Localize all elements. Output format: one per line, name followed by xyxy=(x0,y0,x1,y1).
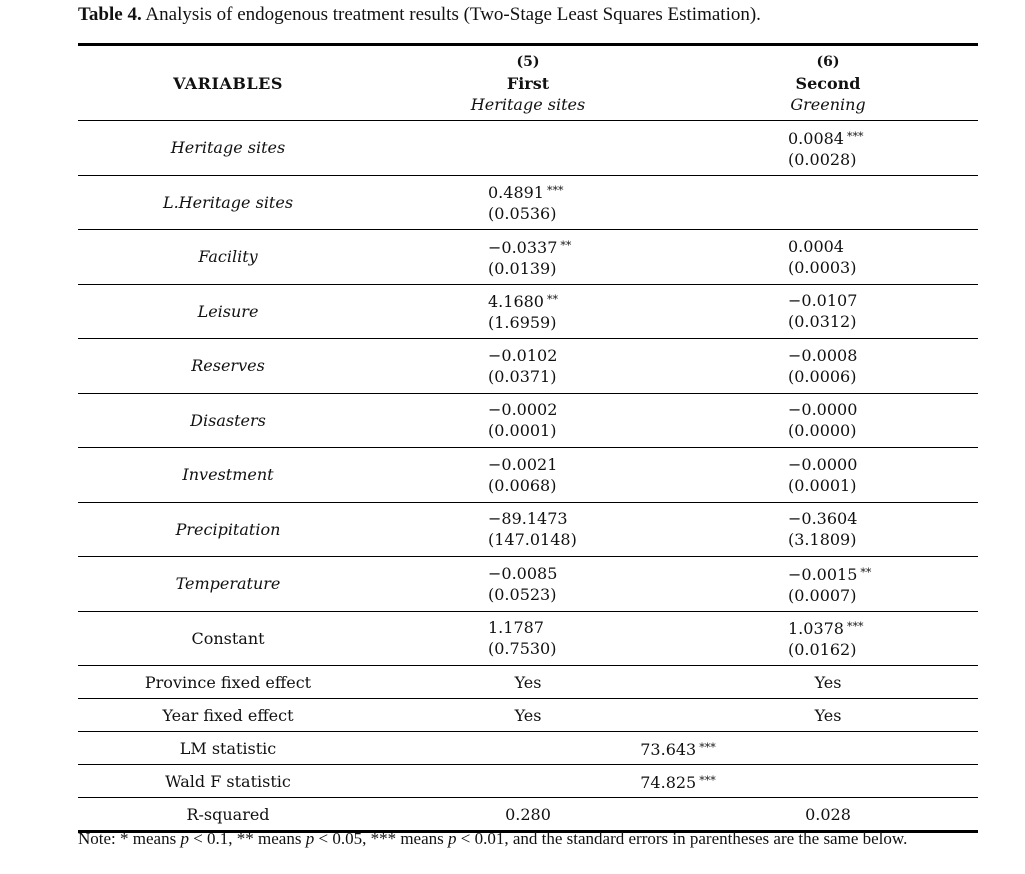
coefficient-cell-c5 xyxy=(488,448,668,502)
column-5-header xyxy=(378,46,678,120)
table-row xyxy=(78,503,978,557)
standard-error: (0.0139) xyxy=(488,258,557,278)
significance-stars: *** xyxy=(546,184,564,198)
coefficient-value: −89.1473 xyxy=(488,509,568,529)
fixed-effect-c6-cell xyxy=(678,699,978,731)
coefficient-line xyxy=(788,399,857,420)
coefficient-cell-c5 xyxy=(488,503,668,557)
coefficient-block xyxy=(788,454,857,496)
coefficient-line xyxy=(488,289,558,312)
statistic-value-line xyxy=(640,737,715,760)
table-row xyxy=(78,121,978,175)
table-caption xyxy=(78,4,761,26)
statistic-value: 74.825 xyxy=(640,772,697,792)
statistic-value-line xyxy=(640,770,715,793)
table-row xyxy=(78,557,978,611)
table-row xyxy=(78,394,978,448)
standard-error: (0.0371) xyxy=(488,366,557,386)
coefficient-value: 0.4891 xyxy=(488,183,544,203)
note-text-4: < 0.01, and the standard errors in parentheses are the same below. xyxy=(456,829,908,848)
fixed-effect-label: Year fixed effect xyxy=(162,705,294,725)
variable-name: Constant xyxy=(191,628,265,648)
variable-name: Temperature xyxy=(175,574,281,594)
coefficient-block xyxy=(488,345,557,387)
table-note xyxy=(78,828,978,849)
variable-name-cell xyxy=(78,176,378,230)
fixed-effect-c5: Yes xyxy=(514,672,542,692)
coefficient-cell-c5 xyxy=(488,394,668,448)
significance-stars: ** xyxy=(560,238,572,252)
statistic-value-cell xyxy=(378,732,978,764)
variable-name-cell xyxy=(78,557,378,611)
fixed-effect-c6: Yes xyxy=(814,705,842,725)
standard-error: (0.0006) xyxy=(788,366,857,386)
coefficient-block xyxy=(488,454,557,496)
variable-name-cell xyxy=(78,230,378,284)
coefficient-value: −0.0015 xyxy=(788,564,858,584)
coefficient-cell-c6 xyxy=(788,230,968,284)
variable-name: Heritage sites xyxy=(170,138,286,158)
r-squared-c6: 0.028 xyxy=(805,804,851,824)
significance-stars: ** xyxy=(546,293,558,307)
standard-error: (0.0007) xyxy=(788,585,857,605)
variable-name: Facility xyxy=(198,247,258,267)
coefficient-line xyxy=(788,616,863,639)
coefficient-cell-c6 xyxy=(788,121,968,175)
coefficient-block xyxy=(488,563,557,605)
coefficient-value: −0.0008 xyxy=(788,345,858,365)
variable-name: Leisure xyxy=(197,301,259,321)
column-6-number: (6) xyxy=(816,53,840,70)
r-squared-c6-cell xyxy=(678,798,978,830)
coefficient-block xyxy=(488,399,557,441)
variable-name-cell xyxy=(78,121,378,175)
variable-name-cell xyxy=(78,503,378,557)
table-row xyxy=(78,176,978,230)
note-text-2: < 0.1, ** means xyxy=(188,829,306,848)
table-row xyxy=(78,612,978,666)
coefficient-block xyxy=(788,290,857,332)
coefficient-block xyxy=(788,508,857,550)
statistic-label-cell xyxy=(78,765,378,797)
r-squared-c5: 0.280 xyxy=(505,804,551,824)
header-row xyxy=(78,46,978,120)
column-5-number: (5) xyxy=(516,53,540,70)
variables-header-cell xyxy=(78,46,378,120)
table-row xyxy=(78,285,978,339)
coefficient-cell-c6 xyxy=(788,557,968,611)
coefficient-cell-c6 xyxy=(788,176,968,230)
variable-name-cell xyxy=(78,394,378,448)
standard-error: (0.0001) xyxy=(788,475,857,495)
note-p-2: p xyxy=(305,829,315,848)
coefficient-line xyxy=(488,180,563,203)
statistic-row xyxy=(78,732,978,764)
fixed-effect-c5-cell xyxy=(378,699,678,731)
coefficient-value: −0.0085 xyxy=(488,563,558,583)
statistic-label: LM statistic xyxy=(179,738,277,758)
coefficient-cell-c5 xyxy=(488,121,668,175)
variables-header: VARIABLES xyxy=(173,73,283,93)
coefficient-value: 0.0004 xyxy=(788,236,844,256)
coefficient-cell-c5 xyxy=(488,557,668,611)
coefficient-block xyxy=(488,617,556,659)
coefficient-value: −0.3604 xyxy=(788,509,858,529)
coefficient-cell-c5 xyxy=(488,285,668,339)
r-squared-c5-cell xyxy=(378,798,678,830)
fixed-effect-row xyxy=(78,699,978,731)
standard-error: (0.0536) xyxy=(488,204,557,224)
coefficient-value: −0.0021 xyxy=(488,454,558,474)
standard-error: (0.7530) xyxy=(488,639,557,659)
r-squared-row xyxy=(78,798,978,830)
coefficient-cell-c6 xyxy=(788,612,968,666)
coefficient-line xyxy=(488,563,557,584)
coefficient-block xyxy=(488,180,563,224)
coefficient-value: −0.0000 xyxy=(788,400,858,420)
note-text-1: Note: * means xyxy=(78,829,181,848)
coefficient-cell-c6 xyxy=(788,503,968,557)
statistic-label-cell xyxy=(78,732,378,764)
coefficient-block xyxy=(488,508,577,550)
coefficient-line xyxy=(788,508,857,529)
coefficient-cell-c6 xyxy=(788,285,968,339)
coefficient-cell-c6 xyxy=(788,394,968,448)
significance-stars: *** xyxy=(846,129,864,143)
coefficient-cell-c5 xyxy=(488,176,668,230)
statistic-label: Wald F statistic xyxy=(165,771,291,791)
statistic-row xyxy=(78,765,978,797)
coefficient-cell-c6 xyxy=(788,448,968,502)
coefficient-block xyxy=(788,236,856,278)
coefficient-block xyxy=(788,126,863,170)
coefficient-block xyxy=(488,235,571,279)
coefficient-value: −0.0337 xyxy=(488,237,558,257)
r-squared-label: R-squared xyxy=(186,804,270,824)
fixed-effect-label-cell xyxy=(78,666,378,698)
coefficient-block xyxy=(788,345,857,387)
column-5-stage: First xyxy=(506,73,550,93)
standard-error: (0.0312) xyxy=(788,312,857,332)
standard-error: (3.1809) xyxy=(788,530,857,550)
table-row xyxy=(78,230,978,284)
coefficient-value: 0.0084 xyxy=(788,128,844,148)
standard-error: (0.0523) xyxy=(488,584,557,604)
coefficient-line xyxy=(488,508,577,529)
standard-error: (0.0001) xyxy=(488,421,557,441)
variable-name: Reserves xyxy=(191,356,265,376)
coefficient-value: −0.0002 xyxy=(488,400,558,420)
variable-name-cell xyxy=(78,612,378,666)
note-p-1: p xyxy=(180,829,189,848)
standard-error: (0.0068) xyxy=(488,475,557,495)
standard-error: (0.0000) xyxy=(788,421,857,441)
coefficient-line xyxy=(788,345,857,366)
coefficient-value: 4.1680 xyxy=(488,292,544,312)
fixed-effect-c5-cell xyxy=(378,666,678,698)
coefficient-line xyxy=(788,562,871,585)
fixed-effect-c5: Yes xyxy=(514,705,542,725)
coefficient-line xyxy=(488,617,556,638)
coefficient-block xyxy=(788,562,871,606)
column-6-stage: Second xyxy=(795,73,861,93)
statistic-value-cell xyxy=(378,765,978,797)
coefficient-cell-c5 xyxy=(488,612,668,666)
coefficient-block xyxy=(788,616,863,660)
note-text-3: < 0.05, *** means xyxy=(314,829,449,848)
coefficient-line xyxy=(788,126,863,149)
coefficient-line xyxy=(788,236,856,257)
fixed-effect-label-cell xyxy=(78,699,378,731)
coefficient-block xyxy=(488,289,558,333)
coefficient-value: −0.0000 xyxy=(788,454,858,474)
fixed-effect-c6-cell xyxy=(678,666,978,698)
significance-stars: *** xyxy=(846,620,864,634)
variable-name-cell xyxy=(78,448,378,502)
fixed-effect-c6: Yes xyxy=(814,672,842,692)
significance-stars: *** xyxy=(699,773,716,787)
significance-stars: ** xyxy=(860,565,872,579)
coefficient-value: 1.1787 xyxy=(488,618,544,638)
coefficient-line xyxy=(788,290,857,311)
standard-error: (0.0003) xyxy=(788,257,857,277)
coefficient-line xyxy=(488,235,571,258)
standard-error: (0.0028) xyxy=(788,149,857,169)
r-squared-label-cell xyxy=(78,798,378,830)
coefficient-line xyxy=(488,345,557,366)
coefficient-line xyxy=(788,454,857,475)
coefficient-value: 1.0378 xyxy=(788,619,844,639)
table-title: Analysis of endogenous treatment results (Two-Stage Least Squares Estimation). xyxy=(141,4,761,25)
coefficient-value: −0.0102 xyxy=(488,345,558,365)
column-6-dependent: Greening xyxy=(790,94,866,114)
note-p-3: p xyxy=(448,829,457,848)
standard-error: (147.0148) xyxy=(488,530,577,550)
standard-error: (1.6959) xyxy=(488,313,557,333)
coefficient-block xyxy=(788,399,857,441)
significance-stars: *** xyxy=(699,740,716,754)
coefficient-line xyxy=(488,399,557,420)
coefficient-cell-c6 xyxy=(788,339,968,393)
table-row xyxy=(78,448,978,502)
coefficient-line xyxy=(488,454,557,475)
coefficient-cell-c5 xyxy=(488,230,668,284)
coefficient-value: −0.0107 xyxy=(788,291,858,311)
column-6-header xyxy=(678,46,978,120)
fixed-effect-label: Province fixed effect xyxy=(144,672,312,692)
fixed-effect-row xyxy=(78,666,978,698)
coefficient-cell-c5 xyxy=(488,339,668,393)
standard-error: (0.0162) xyxy=(788,640,857,660)
column-5-dependent: Heritage sites xyxy=(470,94,586,114)
statistic-value: 73.643 xyxy=(640,739,697,759)
table-row xyxy=(78,339,978,393)
variable-name-cell xyxy=(78,285,378,339)
table-label: Table 4. xyxy=(78,4,142,25)
variable-name: L.Heritage sites xyxy=(162,192,294,212)
variable-name: Precipitation xyxy=(175,519,281,539)
variable-name-cell xyxy=(78,339,378,393)
variable-name: Disasters xyxy=(190,410,266,430)
variable-name: Investment xyxy=(182,465,274,485)
